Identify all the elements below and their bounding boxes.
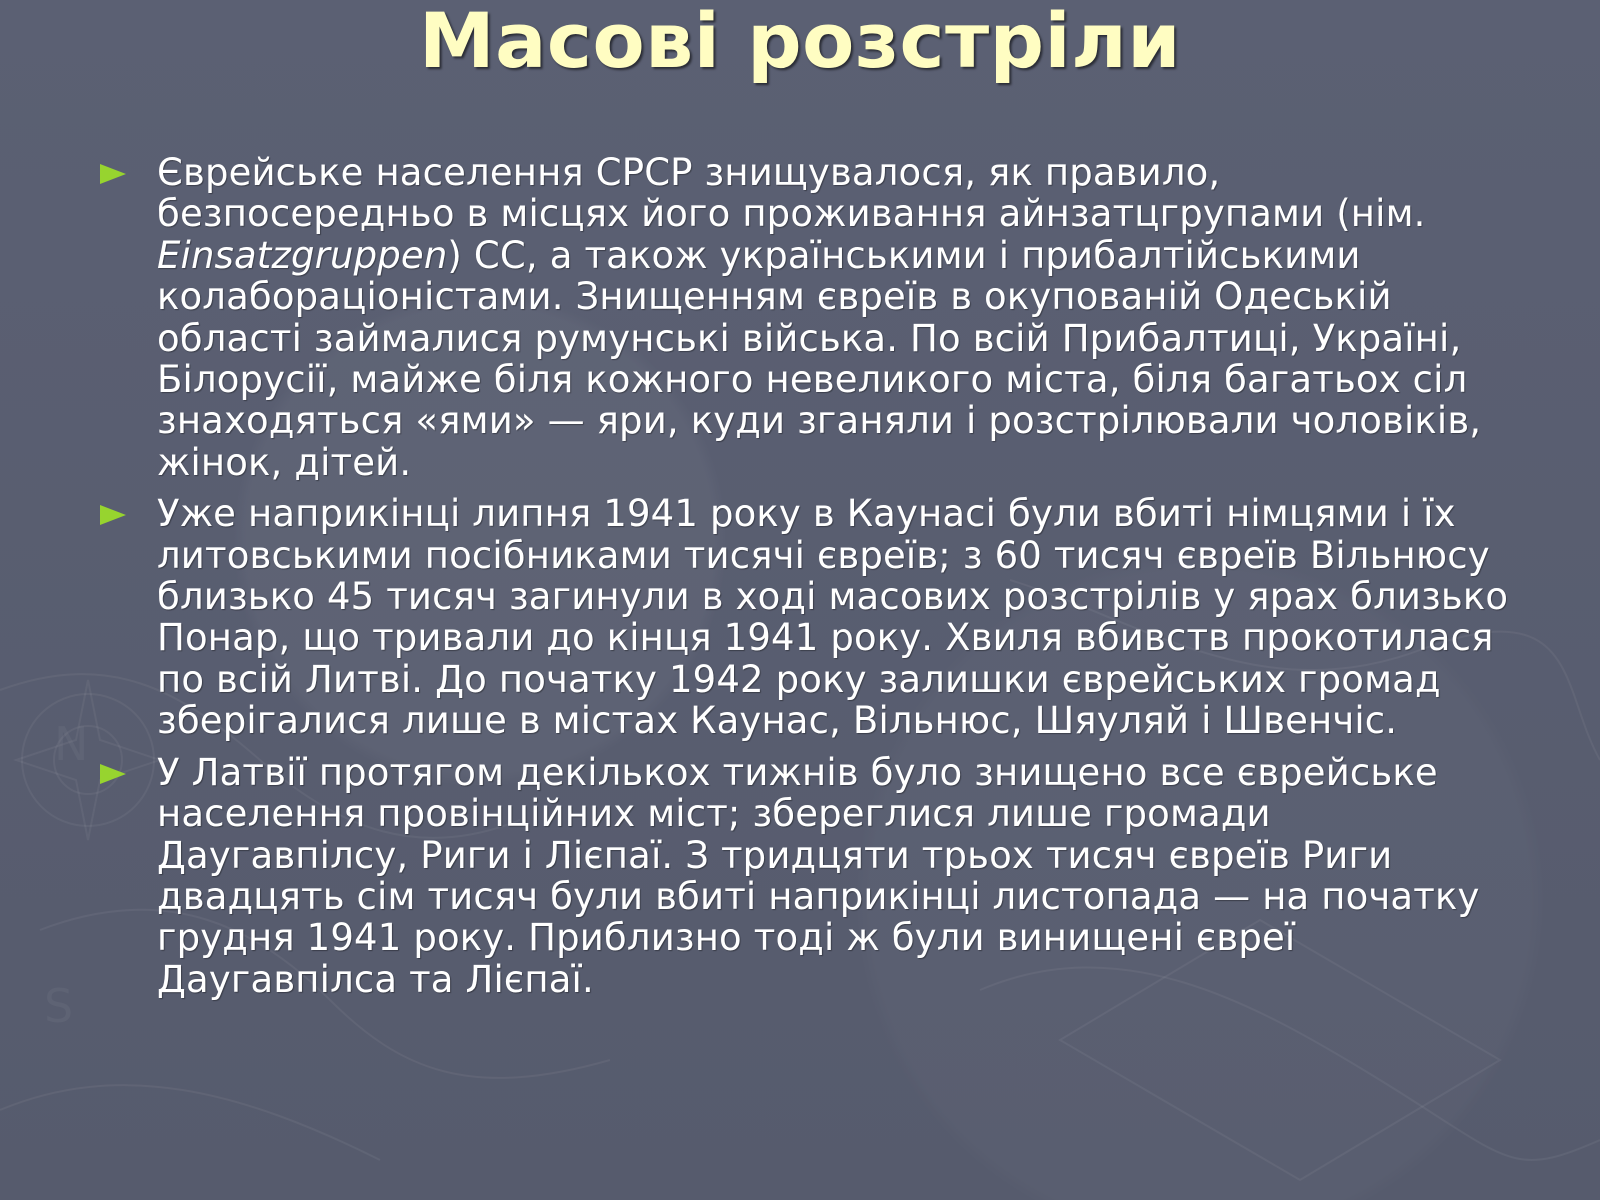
svg-text:N: N <box>54 717 89 771</box>
svg-text:S: S <box>44 979 74 1033</box>
triangle-bullet-icon <box>100 764 126 784</box>
bullet-text: Уже наприкінці липня 1941 року в Каунасі були вбиті німцями і їх литовськими посібниками тисячі євреїв; з 60 тисяч євреїв Вільнюсу близько 45 тисяч загинули в ході масових розстрілів у ярах близько Понар, що тривали до кінця 1941 року. Хвиля вбивств прокотилася по всій Литві. До початку 1942 року залишки єврейських громад зберігалися лише в містах Каунас, Вільнюс, Шяуляй і Швенчіс. <box>157 492 1509 743</box>
bullet-text-part: ) СС, а також українськими і прибалтійськими колабораціоністами. Знищенням євреїв в окупованій Одеській області займалися румунські війська. По всій Прибалтиці, Україні, Білорусії, майже біля кожного невеликого міста, біля багатьох сіл знаходяться «ями» — яри, куди зганяли і розстрілювали чоловіків, жінок, дітей. <box>157 233 1482 484</box>
bullet-text-part: Єврейське населення СРСР знищувалося, як правило, безпосередньо в місцях його проживання айнзатцгрупами (нім. <box>157 151 1426 236</box>
bullet-item-latvia <box>100 752 1510 1000</box>
bullet-item-soviet-jewish-population <box>100 152 1510 483</box>
bullet-text: У Латвії протягом декількох тижнів було знищено все єврейське населення провінційних міст; збереглися лише громади Даугавпілсу, Риги і Лієпаї. З тридцяти трьох тисяч євреїв Риги двадцять сім тисяч були вбиті наприкінці листопада — на початку грудня 1941 року. Приблизно тоді ж були винищені євреї Даугавпілса та Лієпаї. <box>157 750 1480 1001</box>
page-title: Масові розстріли <box>418 0 1182 85</box>
triangle-bullet-icon <box>100 164 126 184</box>
einsatzgruppen-term: Einsatzgruppen <box>157 233 448 277</box>
slide-content <box>100 152 1510 1010</box>
bullet-item-lithuania <box>100 493 1510 741</box>
triangle-bullet-icon <box>100 505 126 525</box>
